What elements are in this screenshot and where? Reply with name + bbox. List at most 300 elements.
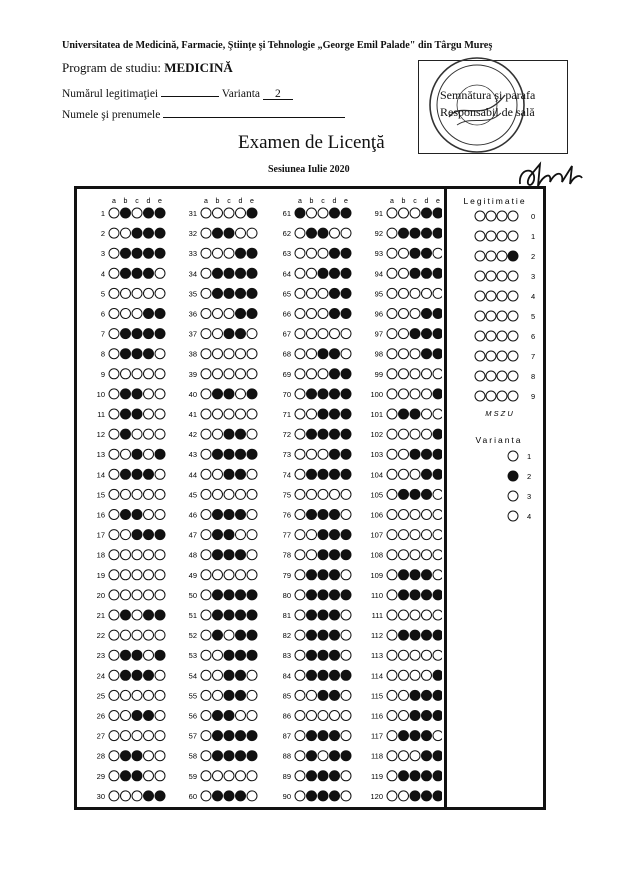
answer-bubble[interactable]	[387, 590, 397, 600]
answer-bubble[interactable]	[109, 449, 119, 459]
answer-bubble[interactable]	[109, 610, 119, 620]
answer-bubble[interactable]	[318, 369, 328, 379]
answer-bubble[interactable]	[247, 530, 257, 540]
answer-bubble[interactable]	[155, 630, 165, 640]
answer-bubble[interactable]	[330, 731, 340, 741]
answer-bubble[interactable]	[341, 650, 351, 660]
answer-bubble[interactable]	[307, 288, 317, 298]
answer-bubble[interactable]	[295, 449, 305, 459]
answer-bubble[interactable]	[155, 389, 165, 399]
legitimatie-bubble[interactable]	[486, 251, 496, 261]
answer-bubble[interactable]	[422, 409, 432, 419]
answer-bubble[interactable]	[155, 610, 165, 620]
answer-bubble[interactable]	[155, 228, 165, 238]
answer-bubble[interactable]	[236, 711, 246, 721]
answer-bubble[interactable]	[155, 208, 165, 218]
answer-bubble[interactable]	[387, 711, 397, 721]
answer-bubble[interactable]	[422, 228, 432, 238]
answer-bubble[interactable]	[307, 389, 317, 399]
answer-bubble[interactable]	[318, 650, 328, 660]
answer-bubble[interactable]	[213, 489, 223, 499]
answer-bubble[interactable]	[295, 489, 305, 499]
answer-bubble[interactable]	[236, 510, 246, 520]
answer-bubble[interactable]	[387, 791, 397, 801]
answer-bubble[interactable]	[422, 268, 432, 278]
answer-bubble[interactable]	[318, 550, 328, 560]
answer-bubble[interactable]	[201, 429, 211, 439]
answer-bubble[interactable]	[410, 530, 420, 540]
answer-bubble[interactable]	[295, 510, 305, 520]
answer-bubble[interactable]	[201, 731, 211, 741]
answer-bubble[interactable]	[121, 349, 131, 359]
legitimatie-bubble[interactable]	[475, 311, 485, 321]
answer-bubble[interactable]	[318, 208, 328, 218]
answer-bubble[interactable]	[341, 429, 351, 439]
answer-bubble[interactable]	[109, 268, 119, 278]
answer-bubble[interactable]	[236, 670, 246, 680]
answer-bubble[interactable]	[330, 690, 340, 700]
answer-bubble[interactable]	[201, 349, 211, 359]
answer-bubble[interactable]	[236, 228, 246, 238]
answer-bubble[interactable]	[132, 248, 142, 258]
answer-bubble[interactable]	[433, 409, 442, 419]
answer-bubble[interactable]	[121, 329, 131, 339]
answer-bubble[interactable]	[121, 288, 131, 298]
legitimatie-bubble[interactable]	[497, 311, 507, 321]
answer-bubble[interactable]	[307, 550, 317, 560]
answer-bubble[interactable]	[201, 449, 211, 459]
answer-bubble[interactable]	[307, 248, 317, 258]
answer-bubble[interactable]	[399, 469, 409, 479]
answer-bubble[interactable]	[433, 711, 442, 721]
answer-bubble[interactable]	[213, 690, 223, 700]
answer-bubble[interactable]	[155, 510, 165, 520]
answer-bubble[interactable]	[433, 590, 442, 600]
answer-bubble[interactable]	[387, 570, 397, 580]
answer-bubble[interactable]	[433, 309, 442, 319]
answer-bubble[interactable]	[330, 630, 340, 640]
answer-bubble[interactable]	[387, 610, 397, 620]
answer-bubble[interactable]	[295, 751, 305, 761]
answer-bubble[interactable]	[387, 208, 397, 218]
answer-bubble[interactable]	[155, 650, 165, 660]
answer-bubble[interactable]	[121, 670, 131, 680]
answer-bubble[interactable]	[307, 349, 317, 359]
answer-bubble[interactable]	[410, 731, 420, 741]
answer-bubble[interactable]	[121, 208, 131, 218]
answer-bubble[interactable]	[247, 248, 257, 258]
answer-bubble[interactable]	[236, 771, 246, 781]
legitimatie-bubble[interactable]	[497, 271, 507, 281]
answer-bubble[interactable]	[144, 389, 154, 399]
answer-bubble[interactable]	[341, 731, 351, 741]
answer-bubble[interactable]	[144, 449, 154, 459]
name-field[interactable]	[163, 106, 345, 118]
answer-bubble[interactable]	[132, 268, 142, 278]
answer-bubble[interactable]	[295, 268, 305, 278]
answer-bubble[interactable]	[224, 791, 234, 801]
answer-bubble[interactable]	[224, 208, 234, 218]
answer-bubble[interactable]	[213, 630, 223, 640]
answer-bubble[interactable]	[433, 670, 442, 680]
answer-bubble[interactable]	[410, 550, 420, 560]
answer-bubble[interactable]	[295, 650, 305, 660]
answer-bubble[interactable]	[318, 610, 328, 620]
answer-bubble[interactable]	[307, 610, 317, 620]
answer-bubble[interactable]	[433, 771, 442, 781]
answer-bubble[interactable]	[341, 409, 351, 419]
answer-bubble[interactable]	[307, 429, 317, 439]
answer-bubble[interactable]	[121, 731, 131, 741]
answer-bubble[interactable]	[213, 610, 223, 620]
answer-bubble[interactable]	[236, 288, 246, 298]
answer-bubble[interactable]	[155, 288, 165, 298]
legit-field[interactable]	[161, 85, 219, 97]
answer-bubble[interactable]	[295, 349, 305, 359]
answer-bubble[interactable]	[307, 570, 317, 580]
answer-bubble[interactable]	[330, 711, 340, 721]
answer-bubble[interactable]	[201, 771, 211, 781]
answer-bubble[interactable]	[144, 550, 154, 560]
answer-bubble[interactable]	[410, 510, 420, 520]
answer-bubble[interactable]	[247, 409, 257, 419]
answer-bubble[interactable]	[422, 329, 432, 339]
answer-bubble[interactable]	[307, 449, 317, 459]
answer-bubble[interactable]	[387, 268, 397, 278]
answer-bubble[interactable]	[399, 489, 409, 499]
answer-bubble[interactable]	[330, 650, 340, 660]
answer-bubble[interactable]	[387, 550, 397, 560]
answer-bubble[interactable]	[224, 771, 234, 781]
answer-bubble[interactable]	[247, 731, 257, 741]
answer-bubble[interactable]	[144, 791, 154, 801]
answer-bubble[interactable]	[224, 309, 234, 319]
answer-bubble[interactable]	[201, 751, 211, 761]
answer-bubble[interactable]	[387, 449, 397, 459]
answer-bubble[interactable]	[224, 268, 234, 278]
answer-bubble[interactable]	[224, 530, 234, 540]
answer-bubble[interactable]	[132, 771, 142, 781]
answer-bubble[interactable]	[201, 469, 211, 479]
answer-bubble[interactable]	[236, 409, 246, 419]
answer-bubble[interactable]	[410, 329, 420, 339]
answer-bubble[interactable]	[410, 590, 420, 600]
answer-bubble[interactable]	[109, 530, 119, 540]
answer-bubble[interactable]	[155, 711, 165, 721]
answer-bubble[interactable]	[132, 329, 142, 339]
answer-bubble[interactable]	[433, 650, 442, 660]
answer-bubble[interactable]	[387, 409, 397, 419]
legitimatie-bubble[interactable]	[475, 291, 485, 301]
answer-bubble[interactable]	[330, 248, 340, 258]
answer-bubble[interactable]	[399, 449, 409, 459]
answer-bubble[interactable]	[236, 610, 246, 620]
answer-bubble[interactable]	[341, 329, 351, 339]
answer-bubble[interactable]	[201, 690, 211, 700]
answer-bubble[interactable]	[295, 208, 305, 218]
answer-bubble[interactable]	[109, 329, 119, 339]
answer-bubble[interactable]	[341, 630, 351, 640]
answer-bubble[interactable]	[224, 731, 234, 741]
answer-bubble[interactable]	[318, 771, 328, 781]
answer-bubble[interactable]	[399, 309, 409, 319]
answer-bubble[interactable]	[132, 711, 142, 721]
answer-bubble[interactable]	[121, 248, 131, 258]
answer-bubble[interactable]	[236, 650, 246, 660]
answer-bubble[interactable]	[213, 228, 223, 238]
answer-bubble[interactable]	[410, 751, 420, 761]
answer-bubble[interactable]	[330, 550, 340, 560]
answer-bubble[interactable]	[236, 329, 246, 339]
answer-bubble[interactable]	[341, 208, 351, 218]
answer-bubble[interactable]	[132, 288, 142, 298]
answer-bubble[interactable]	[410, 630, 420, 640]
answer-bubble[interactable]	[144, 650, 154, 660]
answer-bubble[interactable]	[155, 248, 165, 258]
answer-bubble[interactable]	[247, 288, 257, 298]
answer-bubble[interactable]	[224, 630, 234, 640]
answer-bubble[interactable]	[422, 791, 432, 801]
legitimatie-bubble[interactable]	[497, 331, 507, 341]
answer-bubble[interactable]	[295, 570, 305, 580]
answer-bubble[interactable]	[410, 429, 420, 439]
answer-bubble[interactable]	[307, 530, 317, 540]
answer-bubble[interactable]	[247, 449, 257, 459]
answer-bubble[interactable]	[155, 409, 165, 419]
answer-bubble[interactable]	[318, 248, 328, 258]
answer-bubble[interactable]	[144, 369, 154, 379]
answer-bubble[interactable]	[213, 550, 223, 560]
answer-bubble[interactable]	[295, 369, 305, 379]
answer-bubble[interactable]	[433, 349, 442, 359]
legitimatie-bubble[interactable]	[508, 371, 518, 381]
legitimatie-bubble[interactable]	[486, 391, 496, 401]
answer-bubble[interactable]	[433, 208, 442, 218]
legitimatie-bubble[interactable]	[497, 291, 507, 301]
answer-bubble[interactable]	[201, 550, 211, 560]
answer-bubble[interactable]	[213, 530, 223, 540]
answer-bubble[interactable]	[399, 429, 409, 439]
answer-bubble[interactable]	[318, 449, 328, 459]
answer-bubble[interactable]	[132, 650, 142, 660]
legitimatie-bubble[interactable]	[508, 331, 518, 341]
answer-bubble[interactable]	[224, 228, 234, 238]
answer-bubble[interactable]	[213, 389, 223, 399]
answer-bubble[interactable]	[422, 630, 432, 640]
legitimatie-bubble[interactable]	[508, 311, 518, 321]
legitimatie-bubble[interactable]	[475, 271, 485, 281]
answer-bubble[interactable]	[109, 731, 119, 741]
answer-bubble[interactable]	[121, 630, 131, 640]
answer-bubble[interactable]	[121, 389, 131, 399]
answer-bubble[interactable]	[399, 711, 409, 721]
answer-bubble[interactable]	[433, 329, 442, 339]
answer-bubble[interactable]	[121, 309, 131, 319]
answer-bubble[interactable]	[433, 791, 442, 801]
answer-bubble[interactable]	[399, 208, 409, 218]
legitimatie-bubble[interactable]	[475, 351, 485, 361]
answer-bubble[interactable]	[247, 711, 257, 721]
answer-bubble[interactable]	[213, 309, 223, 319]
answer-bubble[interactable]	[132, 429, 142, 439]
answer-bubble[interactable]	[330, 449, 340, 459]
answer-bubble[interactable]	[247, 309, 257, 319]
answer-bubble[interactable]	[144, 590, 154, 600]
answer-bubble[interactable]	[422, 530, 432, 540]
answer-bubble[interactable]	[341, 590, 351, 600]
answer-bubble[interactable]	[224, 329, 234, 339]
answer-bubble[interactable]	[387, 530, 397, 540]
answer-bubble[interactable]	[422, 590, 432, 600]
answer-bubble[interactable]	[433, 449, 442, 459]
answer-bubble[interactable]	[224, 650, 234, 660]
varianta-bubble[interactable]	[508, 471, 518, 481]
answer-bubble[interactable]	[410, 670, 420, 680]
answer-bubble[interactable]	[330, 329, 340, 339]
answer-bubble[interactable]	[121, 530, 131, 540]
answer-bubble[interactable]	[422, 469, 432, 479]
answer-bubble[interactable]	[121, 610, 131, 620]
answer-bubble[interactable]	[399, 268, 409, 278]
answer-bubble[interactable]	[410, 309, 420, 319]
answer-bubble[interactable]	[295, 711, 305, 721]
answer-bubble[interactable]	[121, 690, 131, 700]
answer-bubble[interactable]	[109, 650, 119, 660]
legitimatie-bubble[interactable]	[508, 351, 518, 361]
answer-bubble[interactable]	[121, 570, 131, 580]
answer-bubble[interactable]	[318, 690, 328, 700]
answer-bubble[interactable]	[247, 630, 257, 640]
legitimatie-bubble[interactable]	[508, 211, 518, 221]
answer-bubble[interactable]	[213, 329, 223, 339]
answer-bubble[interactable]	[341, 288, 351, 298]
answer-bubble[interactable]	[213, 791, 223, 801]
answer-bubble[interactable]	[318, 268, 328, 278]
answer-bubble[interactable]	[295, 771, 305, 781]
answer-bubble[interactable]	[236, 791, 246, 801]
answer-bubble[interactable]	[144, 208, 154, 218]
answer-bubble[interactable]	[201, 268, 211, 278]
answer-bubble[interactable]	[144, 610, 154, 620]
answer-bubble[interactable]	[247, 510, 257, 520]
answer-bubble[interactable]	[155, 791, 165, 801]
varianta-bubble[interactable]	[508, 511, 518, 521]
answer-bubble[interactable]	[132, 570, 142, 580]
answer-bubble[interactable]	[422, 731, 432, 741]
answer-bubble[interactable]	[387, 228, 397, 238]
legitimatie-bubble[interactable]	[486, 211, 496, 221]
legitimatie-bubble[interactable]	[486, 371, 496, 381]
answer-bubble[interactable]	[144, 751, 154, 761]
answer-bubble[interactable]	[341, 711, 351, 721]
answer-bubble[interactable]	[132, 610, 142, 620]
answer-bubble[interactable]	[295, 590, 305, 600]
answer-bubble[interactable]	[236, 630, 246, 640]
answer-bubble[interactable]	[213, 429, 223, 439]
answer-bubble[interactable]	[213, 570, 223, 580]
legitimatie-bubble[interactable]	[486, 291, 496, 301]
answer-bubble[interactable]	[410, 288, 420, 298]
answer-bubble[interactable]	[318, 489, 328, 499]
answer-bubble[interactable]	[109, 510, 119, 520]
answer-bubble[interactable]	[236, 590, 246, 600]
answer-bubble[interactable]	[236, 349, 246, 359]
answer-bubble[interactable]	[387, 309, 397, 319]
answer-bubble[interactable]	[295, 610, 305, 620]
answer-bubble[interactable]	[144, 228, 154, 238]
answer-bubble[interactable]	[307, 771, 317, 781]
answer-bubble[interactable]	[155, 530, 165, 540]
answer-bubble[interactable]	[213, 409, 223, 419]
answer-bubble[interactable]	[144, 489, 154, 499]
varianta-bubble[interactable]	[508, 451, 518, 461]
answer-bubble[interactable]	[399, 630, 409, 640]
answer-bubble[interactable]	[144, 711, 154, 721]
answer-bubble[interactable]	[410, 369, 420, 379]
answer-bubble[interactable]	[433, 489, 442, 499]
answer-bubble[interactable]	[224, 489, 234, 499]
answer-bubble[interactable]	[422, 650, 432, 660]
legitimatie-bubble[interactable]	[475, 331, 485, 341]
answer-bubble[interactable]	[121, 429, 131, 439]
answer-bubble[interactable]	[399, 228, 409, 238]
answer-bubble[interactable]	[433, 630, 442, 640]
answer-bubble[interactable]	[121, 510, 131, 520]
answer-bubble[interactable]	[132, 489, 142, 499]
answer-bubble[interactable]	[109, 670, 119, 680]
answer-bubble[interactable]	[399, 690, 409, 700]
answer-bubble[interactable]	[330, 268, 340, 278]
answer-bubble[interactable]	[201, 670, 211, 680]
answer-bubble[interactable]	[109, 288, 119, 298]
answer-bubble[interactable]	[422, 711, 432, 721]
answer-bubble[interactable]	[224, 590, 234, 600]
answer-bubble[interactable]	[330, 751, 340, 761]
answer-bubble[interactable]	[201, 389, 211, 399]
answer-bubble[interactable]	[295, 550, 305, 560]
answer-bubble[interactable]	[307, 309, 317, 319]
answer-bubble[interactable]	[247, 690, 257, 700]
answer-bubble[interactable]	[330, 409, 340, 419]
varianta-bubble[interactable]	[508, 491, 518, 501]
answer-bubble[interactable]	[399, 409, 409, 419]
answer-bubble[interactable]	[247, 329, 257, 339]
answer-bubble[interactable]	[387, 248, 397, 258]
answer-bubble[interactable]	[144, 690, 154, 700]
answer-bubble[interactable]	[330, 369, 340, 379]
answer-bubble[interactable]	[155, 329, 165, 339]
answer-bubble[interactable]	[247, 228, 257, 238]
answer-bubble[interactable]	[247, 791, 257, 801]
answer-bubble[interactable]	[201, 309, 211, 319]
answer-bubble[interactable]	[155, 670, 165, 680]
answer-bubble[interactable]	[155, 771, 165, 781]
answer-bubble[interactable]	[387, 369, 397, 379]
answer-bubble[interactable]	[387, 469, 397, 479]
answer-bubble[interactable]	[318, 228, 328, 238]
answer-bubble[interactable]	[410, 449, 420, 459]
answer-bubble[interactable]	[132, 690, 142, 700]
answer-bubble[interactable]	[399, 570, 409, 580]
answer-bubble[interactable]	[318, 288, 328, 298]
answer-bubble[interactable]	[341, 570, 351, 580]
answer-bubble[interactable]	[132, 349, 142, 359]
answer-bubble[interactable]	[236, 570, 246, 580]
answer-bubble[interactable]	[224, 711, 234, 721]
answer-bubble[interactable]	[410, 610, 420, 620]
answer-bubble[interactable]	[318, 349, 328, 359]
answer-bubble[interactable]	[247, 429, 257, 439]
